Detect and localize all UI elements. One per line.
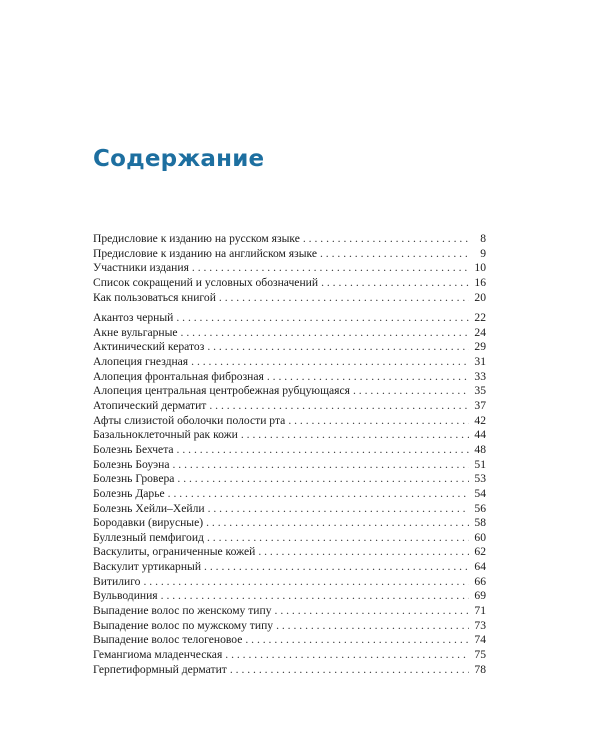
dot-leader [204, 560, 469, 575]
chapter-entry [93, 384, 486, 399]
page-number: 9 [480, 246, 486, 260]
dot-leader [209, 399, 469, 414]
front-matter-entry [93, 291, 486, 306]
dot-leader [219, 291, 469, 306]
entry-title: Выпадение волос по мужскому типу [93, 618, 274, 632]
chapter-entry [93, 414, 486, 429]
dot-leader [275, 604, 469, 619]
entry-title: Гемангиома младенческая [93, 647, 223, 661]
chapter-entry [93, 531, 486, 546]
dot-leader [230, 663, 469, 678]
dot-leader [207, 531, 469, 546]
page-number: 60 [474, 530, 486, 544]
entry-title: Алопеция фронтальная фиброзная [93, 369, 264, 383]
dot-leader [161, 589, 469, 604]
chapter-entry [93, 399, 486, 414]
dot-leader [267, 370, 469, 385]
dot-leader [168, 487, 469, 502]
chapter-entry [93, 443, 486, 458]
entry-title: Васкулиты, ограниченные кожей [93, 545, 256, 559]
entry-title: Болезнь Гровера [93, 472, 175, 486]
chapter-entry [93, 516, 486, 531]
dot-leader [172, 458, 469, 473]
chapter-entry [93, 370, 486, 385]
page-number: 35 [474, 384, 486, 398]
dot-leader [245, 633, 469, 648]
page-number: 56 [474, 501, 486, 515]
dot-leader [143, 575, 469, 590]
entry-title: Бородавки (вирусные) [93, 516, 204, 530]
chapter-entry [93, 326, 486, 341]
page-number: 22 [474, 311, 486, 325]
page-number: 66 [474, 574, 486, 588]
chapter-entry [93, 502, 486, 517]
chapter-entry [93, 472, 486, 487]
chapter-entry [93, 663, 486, 678]
dot-leader [191, 355, 469, 370]
entry-title: Как пользоваться книгой [93, 290, 216, 304]
page-number: 54 [474, 486, 486, 500]
dot-leader [303, 232, 469, 247]
page-number: 31 [474, 355, 486, 369]
page-number: 24 [474, 325, 486, 339]
dot-leader [177, 472, 469, 487]
dot-leader [181, 326, 469, 341]
entry-title: Участники издания [93, 261, 189, 275]
table-of-contents [93, 232, 486, 677]
dot-leader [225, 648, 469, 663]
chapter-entry [93, 340, 486, 355]
page-number: 33 [474, 369, 486, 383]
entry-title: Васкулит уртикарный [93, 560, 202, 574]
dot-leader [208, 502, 469, 517]
page-number: 62 [474, 545, 486, 559]
page-title: Содержание [93, 146, 265, 172]
entry-title: Акантоз черный [93, 311, 174, 325]
page-number: 64 [474, 560, 486, 574]
dot-leader [177, 443, 469, 458]
page-number: 71 [474, 604, 486, 618]
page-number: 8 [480, 232, 486, 245]
dot-leader [276, 619, 469, 634]
entry-title: Алопеция центральная центробежная рубцующаяся [93, 384, 350, 398]
entry-title: Предисловие к изданию на русском языке [93, 232, 300, 245]
chapter-entry [93, 633, 486, 648]
chapter-entry [93, 311, 486, 326]
entry-title: Выпадение волос по женскому типу [93, 604, 272, 618]
page-number: 20 [474, 290, 486, 304]
entry-title: Буллезный пемфигоид [93, 530, 204, 544]
dot-leader [192, 261, 469, 276]
front-matter-entry [93, 276, 486, 291]
page-number: 29 [474, 340, 486, 354]
entry-title: Предисловие к изданию на английском языке [93, 246, 317, 260]
page-number: 73 [474, 618, 486, 632]
page-number: 51 [474, 457, 486, 471]
chapter-entry [93, 545, 486, 560]
page-number: 78 [474, 662, 486, 676]
chapter-entry [93, 575, 486, 590]
dot-leader [353, 384, 469, 399]
front-matter-entry [93, 247, 486, 262]
dot-leader [176, 311, 469, 326]
page-number: 74 [474, 633, 486, 647]
chapter-entry [93, 355, 486, 370]
chapter-entry [93, 560, 486, 575]
chapter-entry [93, 648, 486, 663]
page-number: 16 [474, 275, 486, 289]
entry-title: Атопический дерматит [93, 399, 207, 413]
chapter-entry [93, 589, 486, 604]
entry-title: Базальноклеточный рак кожи [93, 428, 238, 442]
entry-title: Выпадение волос телогеновое [93, 633, 243, 647]
chapter-entry [93, 458, 486, 473]
chapter-entry [93, 487, 486, 502]
entry-title: Витилиго [93, 574, 141, 588]
entry-title: Болезнь Дарье [93, 486, 165, 500]
front-matter-entry [93, 261, 486, 276]
page-number: 48 [474, 442, 486, 456]
page-number: 44 [474, 428, 486, 442]
dot-leader [320, 247, 469, 262]
page-number: 10 [474, 261, 486, 275]
entry-title: Герпетиформный дерматит [93, 662, 227, 676]
dot-leader [258, 545, 469, 560]
page-number: 42 [474, 413, 486, 427]
dot-leader [241, 428, 469, 443]
entry-title: Алопеция гнездная [93, 355, 189, 369]
entry-title: Список сокращений и условных обозначений [93, 275, 319, 289]
entry-title: Болезнь Хейли–Хейли [93, 501, 205, 515]
entry-title: Болезнь Бехчета [93, 442, 174, 456]
dot-leader [207, 340, 469, 355]
entry-title: Акне вульгарные [93, 325, 178, 339]
page-number: 53 [474, 472, 486, 486]
entry-title: Болезнь Боуэна [93, 457, 170, 471]
entry-title: Афты слизистой оболочки полости рта [93, 413, 286, 427]
dot-leader [206, 516, 469, 531]
dot-leader [288, 414, 469, 429]
front-matter-entry [93, 232, 486, 247]
entry-title: Вульводиния [93, 589, 158, 603]
dot-leader [321, 276, 469, 291]
page-number: 58 [474, 516, 486, 530]
chapter-entry [93, 604, 486, 619]
page-number: 69 [474, 589, 486, 603]
page-number: 37 [474, 399, 486, 413]
chapter-entry [93, 428, 486, 443]
chapter-entry [93, 619, 486, 634]
page-number: 75 [474, 647, 486, 661]
entry-title: Актинический кератоз [93, 340, 205, 354]
